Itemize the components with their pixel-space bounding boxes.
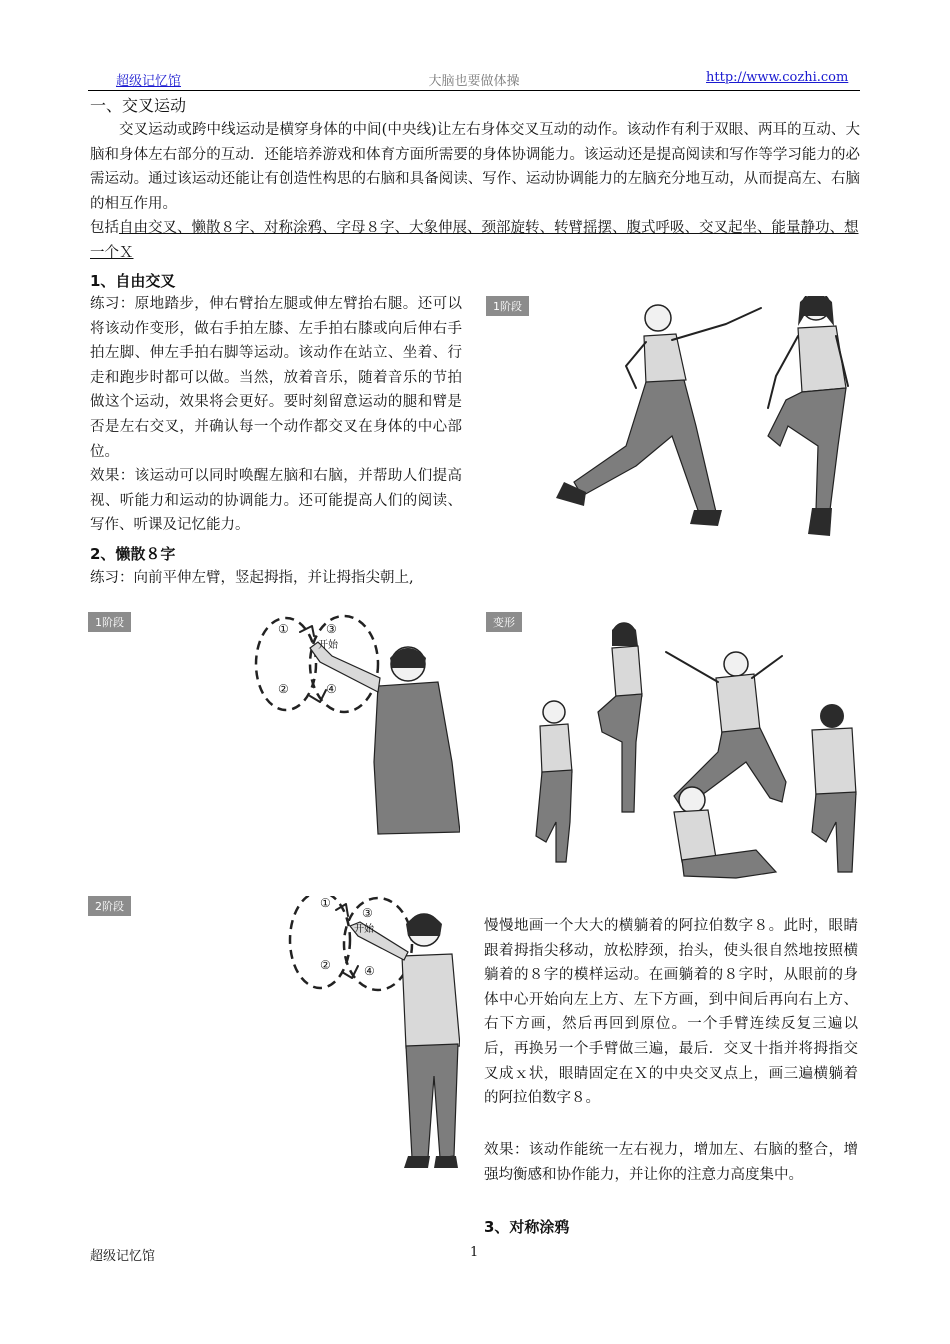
- lazy8-stage2-label-2: ②: [320, 958, 331, 972]
- lazy8-label-3: ③: [326, 622, 337, 636]
- item1-heading: 1、自由交叉: [90, 272, 176, 290]
- header-link-right[interactable]: http://www.cozhi.com: [706, 70, 849, 85]
- page-header: [88, 68, 860, 91]
- figure-tag: 1阶段: [486, 296, 529, 316]
- figure-free-cross-stage1: [486, 296, 856, 546]
- includes-line: [90, 216, 860, 265]
- item1-practice: 练习：原地踏步，伸右臂抬左腿或伸左臂抬右腿。还可以将该动作变形，做右手拍左膝、左手拍右膝或向后伸右手拍左脚、伸左手拍右脚等运动。该动作在站立、坐着、行走和跑步时都可以做。当然，放着音乐，随着音乐的节拍做这个运动，效果将会更好。要时刻留意运动的腿和臂是否是左右交叉，并确认每一个动作都交叉在身体的中心部位。: [90, 296, 462, 460]
- item2-practice-start: 练习：向前平伸左臂，竖起拇指，并让拇指尖朝上,: [90, 570, 414, 586]
- header-link-left[interactable]: 超级记忆馆: [116, 74, 182, 89]
- figure-tag: 2阶段: [88, 896, 131, 916]
- figure-tag: 1阶段: [88, 612, 131, 632]
- figure-lazy8-stage1: [88, 612, 460, 842]
- lazy8-stage2-label-1: ①: [320, 896, 331, 910]
- includes-prefix: 包括: [90, 220, 119, 236]
- lazy8-stage2-label-4: ④: [364, 964, 375, 978]
- item2-heading: 2、懒散８字: [90, 545, 176, 563]
- figure-tag: 变形: [486, 612, 522, 632]
- illustration-cross-variations: [486, 612, 858, 892]
- item2-practice-continued: 慢慢地画一个大大的横躺着的阿拉伯数字８。此时，眼睛跟着拇指尖移动，放松脖颈，抬头，使头很自然地按照横躺着的８字的模样运动。在画躺着的８字时，从眼前的身体中心开始向左上方、左下方画，到中间后再向右上方、右下方画，然后再回到原位。一个手臂连续反复三遍以后，再换另一个手臂做三遍，最后．交叉十指并将拇指交叉成ｘ状，眼睛固定在Ｘ的中央交叉点上，画三遍横躺着的阿拉伯数字８。: [484, 918, 858, 1107]
- illustration-cross-march: [486, 296, 856, 546]
- figure-lazy8-stage2: [88, 896, 460, 1186]
- lazy8-stage2-start-label: 开始: [354, 924, 374, 935]
- lazy8-stage2-label-3: ③: [362, 906, 373, 920]
- lazy8-label-2: ②: [278, 682, 289, 696]
- illustration-lazy8-stage2: [88, 896, 460, 1186]
- lazy8-label-1: ①: [278, 622, 289, 636]
- item2-effect: 效果：该动作能统一左右视力，增加左、右脑的整合，增强均衡感和协作能力，并让你的注意力高度集中。: [484, 1142, 858, 1183]
- footer-left: 超级记忆馆: [90, 1249, 156, 1264]
- lazy8-label-4: ④: [326, 682, 337, 696]
- item1-effect: 效果：该运动可以同时唤醒左脑和右脑，并帮助人们提高视、听能力和运动的协调能力。还可能提高人们的阅读、写作、听课及记忆能力。: [90, 468, 462, 534]
- item3-heading: 3、对称涂鸦: [484, 1218, 570, 1236]
- includes-list: 自由交叉、懒散８字、对称涂鸦、字母８字、大象伸展、颈部旋转、转臂摇摆、腹式呼吸、交叉起坐、能量静功、想一个Ｘ: [90, 220, 859, 261]
- section-intro: 交叉运动或跨中线运动是横穿身体的中间(中央线)让左右身体交叉互动的动作。该动作有利于双眼、两耳的互动、大脑和身体左右部分的互动．还能培养游戏和体育方面所需要的身体协调能力。该运动还是提高阅读和写作等学习能力的必需运动。通过该运动还能让有创造性构思的右脑和具备阅读、写作、运动协调能力的左脑充分地互动，从而提高左、右脑的相互作用。: [90, 122, 860, 212]
- illustration-lazy8-stage1: [88, 612, 460, 842]
- figure-free-cross-variation: [486, 612, 858, 892]
- lazy8-start-label: 开始: [318, 640, 338, 651]
- header-title: 大脑也要做体操: [428, 74, 520, 89]
- page-number: 1: [470, 1245, 479, 1260]
- section-title: 一、交叉运动: [90, 96, 187, 115]
